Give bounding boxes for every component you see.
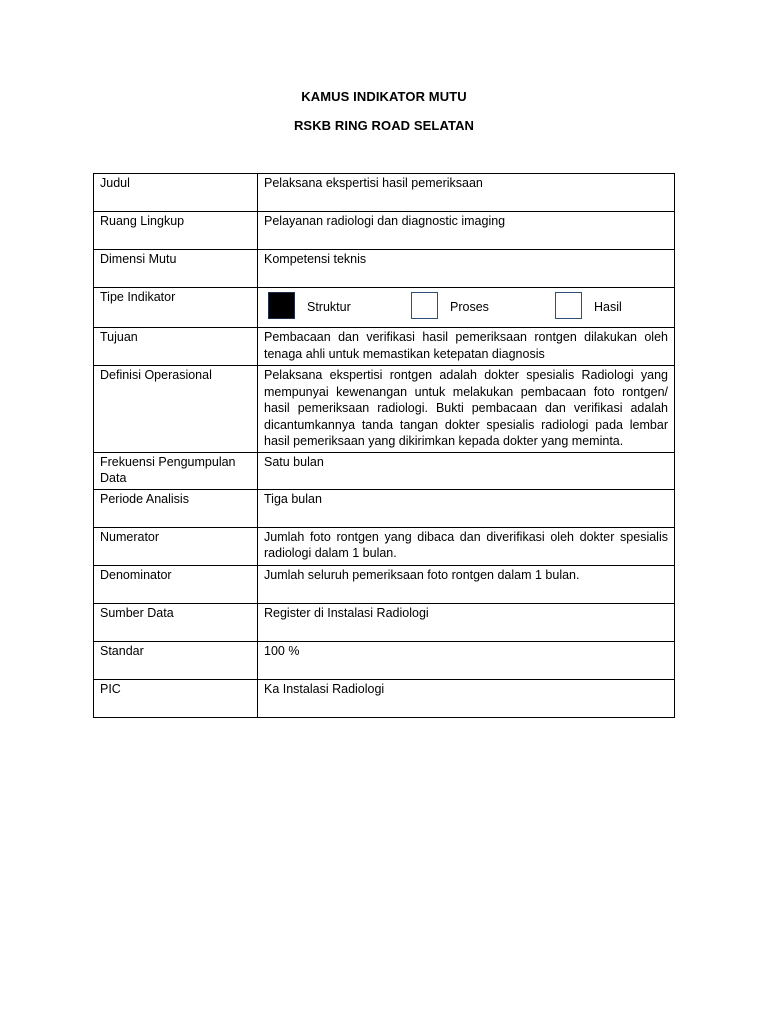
checkbox-struktur[interactable] (268, 292, 295, 319)
table-row-judul (94, 174, 675, 212)
checkbox-proses[interactable] (411, 292, 438, 319)
row-value: Jumlah foto rontgen yang dibaca dan diverifikasi oleh dokter spesialis radiologi dalam 1 bulan. (258, 527, 675, 565)
document-title: KAMUS INDIKATOR MUTU (301, 89, 467, 104)
table-row-sumber-data (94, 603, 675, 641)
row-label: Numerator (94, 527, 258, 565)
checkbox-label-struktur: Struktur (307, 300, 351, 314)
row-value: Pelaksana ekspertisi hasil pemeriksaan (258, 174, 675, 212)
row-label: Judul (94, 174, 258, 212)
row-label: Definisi Operasional (94, 366, 258, 453)
row-value: Pelayanan radiologi dan diagnostic imaging (258, 212, 675, 250)
row-label: Tipe Indikator (94, 288, 258, 328)
table-row-definisi-operasional (94, 366, 675, 453)
table-row-dimensi-mutu (94, 250, 675, 288)
row-value: 100 % (258, 641, 675, 679)
table-row-standar (94, 641, 675, 679)
table-row-tujuan (94, 328, 675, 366)
row-label: Standar (94, 641, 258, 679)
row-value: Satu bulan (258, 452, 675, 489)
row-label: Denominator (94, 565, 258, 603)
table-row-denominator (94, 565, 675, 603)
table-row-ruang-lingkup (94, 212, 675, 250)
row-label: Dimensi Mutu (94, 250, 258, 288)
row-value: Pembacaan dan verifikasi hasil pemeriksaan rontgen dilakukan oleh tenaga ahli untuk memastikan ketepatan diagnosis (258, 328, 675, 366)
indicator-table (93, 173, 675, 718)
table-row-periode-analisis (94, 489, 675, 527)
row-value: Pelaksana ekspertisi rontgen adalah dokter spesialis Radiologi yang mempunyai kewenangan untuk melakukan pembacaan foto rontgen/ hasil pemeriksaan radiologi. Bukti pembacaan dan verifikasi adalah dicantumkannya tanda tangan dokter spesialis radiologi pada lembar hasil pemeriksaan yang dikirimkan kepada dokter yang meminta. (258, 366, 675, 453)
tipe-indikator-options (264, 289, 668, 325)
row-value: Tiga bulan (258, 489, 675, 527)
row-label: Ruang Lingkup (94, 212, 258, 250)
row-label: Frekuensi Pengumpulan Data (94, 452, 258, 489)
table-row-numerator (94, 527, 675, 565)
row-value: Kompetensi teknis (258, 250, 675, 288)
row-label: PIC (94, 679, 258, 717)
row-label: Tujuan (94, 328, 258, 366)
table-row-frekuensi (94, 452, 675, 489)
row-label: Periode Analisis (94, 489, 258, 527)
row-value (258, 288, 675, 328)
document-subtitle: RSKB RING ROAD SELATAN (293, 118, 475, 133)
table-row-tipe-indikator (94, 288, 675, 328)
row-label: Sumber Data (94, 603, 258, 641)
checkbox-hasil[interactable] (555, 292, 582, 319)
checkbox-label-proses: Proses (450, 300, 489, 314)
checkbox-label-hasil: Hasil (594, 300, 622, 314)
row-value: Register di Instalasi Radiologi (258, 603, 675, 641)
row-value: Ka Instalasi Radiologi (258, 679, 675, 717)
row-value: Jumlah seluruh pemeriksaan foto rontgen dalam 1 bulan. (258, 565, 675, 603)
table-row-pic (94, 679, 675, 717)
